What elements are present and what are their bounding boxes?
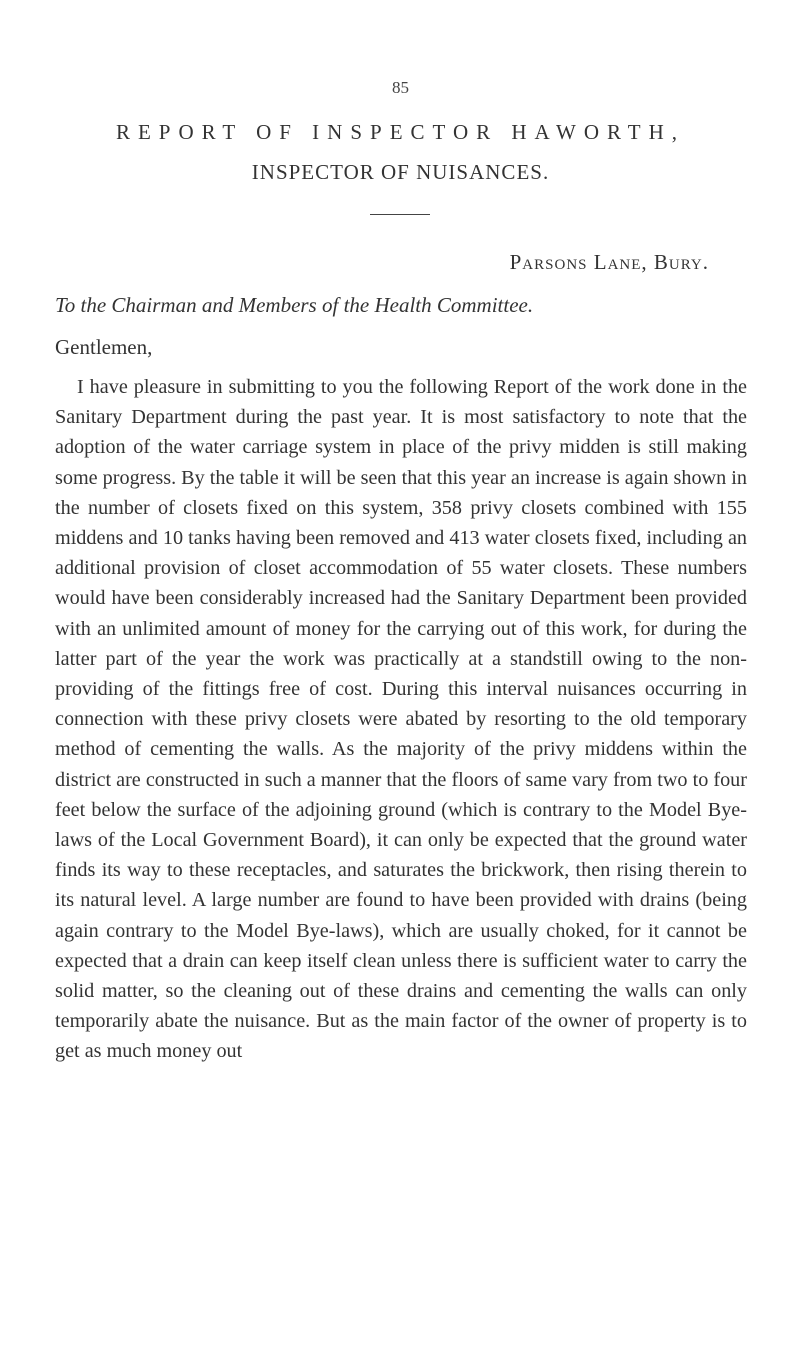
- salutation: To the Chairman and Members of the Health Committee.: [55, 293, 534, 317]
- page-number: 85: [392, 78, 409, 97]
- section-divider: [370, 214, 430, 215]
- sender-address: Parsons Lane, Bury.: [509, 250, 709, 274]
- greeting: Gentlemen,: [55, 335, 153, 359]
- report-body-paragraph: I have pleasure in submitting to you the following Report of the work done in the Sanitary Department during the past year. It is most satisfactory to note that the adoption of the water carriage system in place of the privy midden is still making some progress. By the table it will be seen that this year an increase is again shown in the number of closets fixed on this system, 358 privy closets combined with 155 middens and 10 tanks having been removed and 413 water closets fixed, including an additional provision of closet accommodation of 55 water closets. These numbers would have been considerably increased had the Sanitary Department been provided with an unlimited amount of money for the carrying out of this work, for during the latter part of the year the work was practically at a standstill owing to the non-providing of the fittings free of cost. During this interval nuisances occurring in connection with these privy closets were abated by resorting to the old temporary method of cementing the walls. As the majority of the privy middens within the district are constructed in such a manner that the floors of same vary from two to four feet below the surface of the adjoining ground (which is contrary to the Model Bye-laws of the Local Government Board), it can only be expected that the ground water finds its way to these receptacles, and saturates the brickwork, then rising therein to its natural level. A large number are found to have been provided with drains (being again contrary to the Model Bye-laws), which are usually choked, for it cannot be expected that a drain can keep itself clean unless there is sufficient water to carry the solid matter, so the cleaning out of these drains and cementing the walls can only temporarily abate the nuisance. But as the main factor of the owner of property is to get as much money out: [55, 376, 747, 1063]
- report-subheading: INSPECTOR OF NUISANCES.: [251, 160, 550, 184]
- report-heading: REPORT OF INSPECTOR HAWORTH,: [115, 120, 686, 144]
